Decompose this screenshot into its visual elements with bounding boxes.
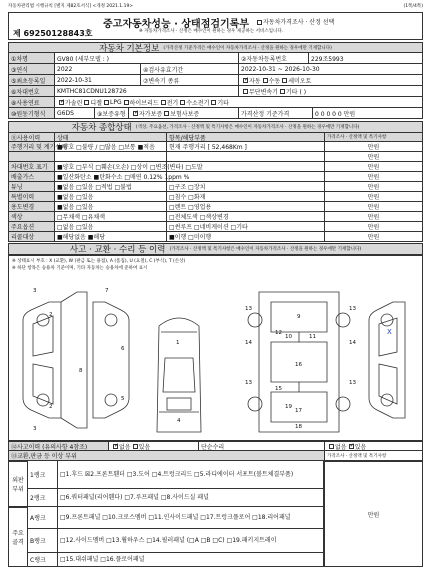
- condition-price: 만원: [367, 234, 380, 241]
- vin: KMTHC81CDNU128726: [55, 86, 239, 96]
- condition-state: ■양호 □부식 □훼손(오손) □상이 □변조(변타) □도말: [57, 164, 203, 171]
- rank-label: A랭크: [28, 507, 58, 528]
- part-number-10: 10: [285, 334, 292, 340]
- condition-state: □없음 □있음: [55, 222, 167, 231]
- transmission-options-2: 무단변속기 기타 ( ): [239, 86, 422, 96]
- repair-history-row: ⑫사고이력 (유의사항 4참조) ✓ 없음 있음 단순수리 없음 ✓ 있음: [8, 441, 423, 451]
- legend-symbols: ※ 상태표시 부호 : X (교환), W (판금 또는 용접), A (흠집), U (요철), C (부식), T (손상): [12, 259, 186, 264]
- condition-row: [8, 202, 423, 212]
- condition-detail: □침수 □화재: [167, 192, 325, 201]
- condition-header: 자동차 종합상태 (색상, 주요옵션, 가격조사 · 산정액 및 특기사항은 매수인이 자동차가격조사 · 산정을 원하는 경우에만 기재합니다): [8, 121, 423, 133]
- car-diagram: [9, 272, 422, 440]
- part-number-13b: 13: [349, 306, 356, 312]
- condition-row: [8, 212, 423, 222]
- condition-state: ■없음 □있음: [55, 192, 167, 201]
- condition-row: [8, 192, 423, 202]
- row-name: ①차명 GV80 (세부모델 : ) ②자동차등록번호 229조5993: [8, 53, 423, 64]
- condition-detail: □구조 □장치: [167, 182, 325, 191]
- part-number-11: 11: [309, 334, 316, 340]
- condition-row: [8, 152, 423, 162]
- part-number-16: 16: [295, 362, 302, 368]
- part-number-17: 17: [295, 408, 302, 414]
- part-number-4: 4: [177, 418, 181, 424]
- condition-price: 만원: [367, 174, 380, 181]
- part-number-13: 13: [245, 306, 252, 312]
- condition-label: 차대번호 표기: [9, 162, 55, 171]
- condition-state: □무채색 □유채색: [55, 212, 167, 221]
- part-number-14b: 14: [349, 340, 356, 346]
- car-name: GV80 (세부모델 : ): [55, 53, 239, 63]
- condition-price: 만원: [367, 164, 380, 171]
- rank-row: [28, 507, 324, 529]
- condition-state: ■없음 □있음 □적법 □불법: [55, 182, 167, 191]
- condition-row: [8, 142, 423, 152]
- row-engine: ⑩원동기형식 G6DS ⑨보증유형 ✓ 자가보증 보험사보증 가격산정 기준가격 0 0 0 0 0 만원: [8, 108, 423, 119]
- part-number-1: 1: [176, 340, 180, 346]
- registration-number: 229조5993: [311, 55, 344, 63]
- condition-price: 만원: [367, 154, 380, 161]
- condition-state: ■일산화탄소 ■탄화수소 □매연 0.12% 1ppm %: [57, 174, 190, 181]
- base-price: 0 0 0 0 0 만원: [315, 110, 356, 118]
- part-number-9: 9: [297, 314, 301, 320]
- condition-price: 만원: [367, 144, 380, 151]
- simple-repair-options: 없음 ✓ 있음: [325, 442, 422, 450]
- rank-label: 2랭크: [28, 489, 58, 506]
- exchange-header-row: ⑬교환,판금 등 이상 부위 가격조사 · 산정액 및 특기사항: [8, 451, 423, 461]
- row-year: ③연식 2022 ④검사유효기간 2022-10-31 ~ 2026-10-30: [8, 64, 423, 75]
- main-frame-label: 주요 골격: [8, 507, 28, 567]
- fuel-options: ✓ 가솔린 디젤 LPG 하이브리드 전기 수소전기 기타: [55, 97, 422, 107]
- condition-label: 리콜대상: [9, 232, 55, 241]
- rank-label: C랭크: [28, 553, 58, 566]
- condition-row: [8, 172, 423, 182]
- part-number-2: 2: [49, 312, 53, 318]
- condition-label: [9, 152, 55, 161]
- condition-price: 만원: [367, 204, 380, 211]
- condition-detail: 현재 주행거리 [ 52,468Km ]: [167, 142, 325, 151]
- row-fuel: ⑧사용연료 ✓ 가솔린 디젤 LPG 하이브리드 전기 수소전기 기타: [8, 97, 423, 108]
- damage-marker-x: X: [387, 328, 392, 336]
- condition-label: 배출가스: [9, 172, 55, 181]
- car-top-view: [157, 318, 201, 432]
- condition-row: [8, 232, 423, 242]
- transmission-options-1: ✓ 자동 수동 세미오토: [239, 75, 422, 85]
- accident-diagram-box: [8, 255, 423, 441]
- condition-price: 만원: [367, 224, 380, 231]
- rank-items: □12.사이드멤버 □13.휠하우스 □14.필러패널 (□A □B □C) □19.패키지트레이: [60, 537, 277, 544]
- condition-price: 만원: [367, 194, 380, 201]
- repair-options: ✓ 없음 있음: [109, 442, 199, 450]
- rank-items: □9.프론트패널 □10.크로스멤버 □11.인사이드패널 □17.트렁크플로어 □18.리어패널: [60, 514, 291, 521]
- rank-items: □15.대쉬패널 □16.플로어패널: [60, 556, 145, 563]
- condition-price: 만원: [367, 184, 380, 191]
- inspection-period: 2022-10-31 ~ 2026-10-30: [241, 65, 320, 73]
- legend-note: ※ 하단 항목은 승용차 기준이며, 기타 자동차는 승용차에 준하여 표시: [12, 266, 148, 271]
- part-number-12: 12: [275, 330, 282, 336]
- part-number-13c: 13: [245, 380, 252, 386]
- condition-state: [55, 152, 167, 161]
- rank-items: □6.쿼터패널(리어휀다) □7.루프패널 □8.사이드실 패널: [60, 494, 209, 501]
- accident-header: 사고 · 교환 · 수리 등 이력 (가격조사 · 산정액 및 특기사항은 매수인이 자동차가격조사 · 산정을 원하는 경우에만 기재합니다): [8, 243, 423, 255]
- condition-row: [8, 222, 423, 232]
- page-counter: (1쪽/4쪽): [403, 4, 423, 9]
- row-vin: ⑥차대번호 KMTHC81CDNU128726 무단변속기 기타 ( ): [8, 86, 423, 97]
- basic-info-header: 자동차 기본정보 (가격산정 기준가격은 매수인이 자동차가격조사 · 산정을 원하는 경우에만 기재합니다): [8, 42, 423, 53]
- condition-price: 만원: [367, 214, 380, 221]
- condition-label: 용도변경: [9, 202, 55, 211]
- warranty-options: ✓ 자가보증 보험사보증: [129, 108, 239, 118]
- condition-label: 색상: [9, 212, 55, 221]
- condition-state: ■양호 □불량 / □많음 □보통 ■적음: [55, 142, 167, 151]
- part-number-19: 19: [285, 404, 292, 410]
- condition-label: 주행거리 및 계기상태: [11, 144, 67, 151]
- condition-detail: □썬루프 □네비게이션 □기타: [167, 222, 325, 231]
- condition-label: 특별이력: [9, 192, 55, 201]
- form-reference: 자동차관리법 시행규칙 [별지 제82호서식] <개정 2021.1.19>: [8, 4, 134, 9]
- condition-detail: □전체도색 □색상변경: [167, 212, 325, 221]
- condition-row: [8, 182, 423, 192]
- title-box: [8, 12, 423, 40]
- car-rear-view: [369, 302, 405, 418]
- part-number-6: 6: [121, 346, 125, 352]
- condition-columns: ⑪사용이력 상태 항목/해당부품 가격조사 · 산정액 및 특기사항: [8, 133, 423, 142]
- rank-label: B랭크: [28, 529, 58, 552]
- title-note: ※ 자동차가격조사 · 산정은 매수인이 원하는 경우 제공하는 서비스입니다.: [139, 29, 284, 34]
- price-option: 자동차가격조사 · 산정 선택: [255, 17, 334, 26]
- rank-row: [28, 529, 324, 553]
- row-first-reg: ⑤최초등록일 2022-10-31 ⑦변속기 종류 ✓ 자동 수동 세미오토: [8, 75, 423, 86]
- engine-type: G6DS: [55, 108, 95, 118]
- condition-detail: [167, 172, 325, 181]
- condition-label: 주요옵션: [9, 222, 55, 231]
- document-title: 중고자동차성능 · 상태점검기록부: [103, 19, 250, 30]
- part-number-15: 15: [275, 386, 282, 392]
- part-number-18: 18: [295, 424, 302, 430]
- condition-state: ■없음 □있음: [55, 202, 167, 211]
- part-number-13d: 13: [349, 380, 356, 386]
- part-number-2b: 2: [49, 404, 53, 410]
- condition-state: ■해당없음 ■해당: [55, 232, 167, 241]
- part-number-14: 14: [245, 340, 252, 346]
- condition-label: 튜닝: [9, 182, 55, 191]
- condition-detail: ■이행 □미이행: [167, 232, 325, 241]
- rank-row: [28, 489, 324, 507]
- rank-row: [28, 553, 324, 567]
- model-year: 2022: [55, 64, 141, 74]
- exchange-price-cell: 만원: [324, 461, 423, 567]
- condition-detail: [167, 162, 325, 171]
- condition-row: [8, 162, 423, 172]
- document-number: 제 69250128843호: [13, 29, 93, 38]
- rank-items: □1.후드 ☒2.프론트휀더 □3.도어 □4.트렁크리드 □5.라디에이터 서포트(볼트체결부품): [60, 471, 294, 478]
- condition-detail: □렌트 □영업용: [167, 202, 325, 211]
- part-number-3: 3: [33, 288, 37, 294]
- rank-row: [28, 461, 324, 489]
- part-number-8: 8: [79, 368, 83, 374]
- car-left-side: [23, 292, 87, 428]
- rank-label: 1랭크: [28, 461, 58, 488]
- part-number-7: 7: [105, 288, 109, 294]
- outer-panel-label: 외판 부위: [8, 461, 28, 507]
- part-number-5: 5: [121, 396, 125, 402]
- condition-detail: [167, 152, 325, 161]
- part-number-3b: 3: [33, 426, 37, 432]
- first-registration: 2022-10-31: [55, 75, 141, 85]
